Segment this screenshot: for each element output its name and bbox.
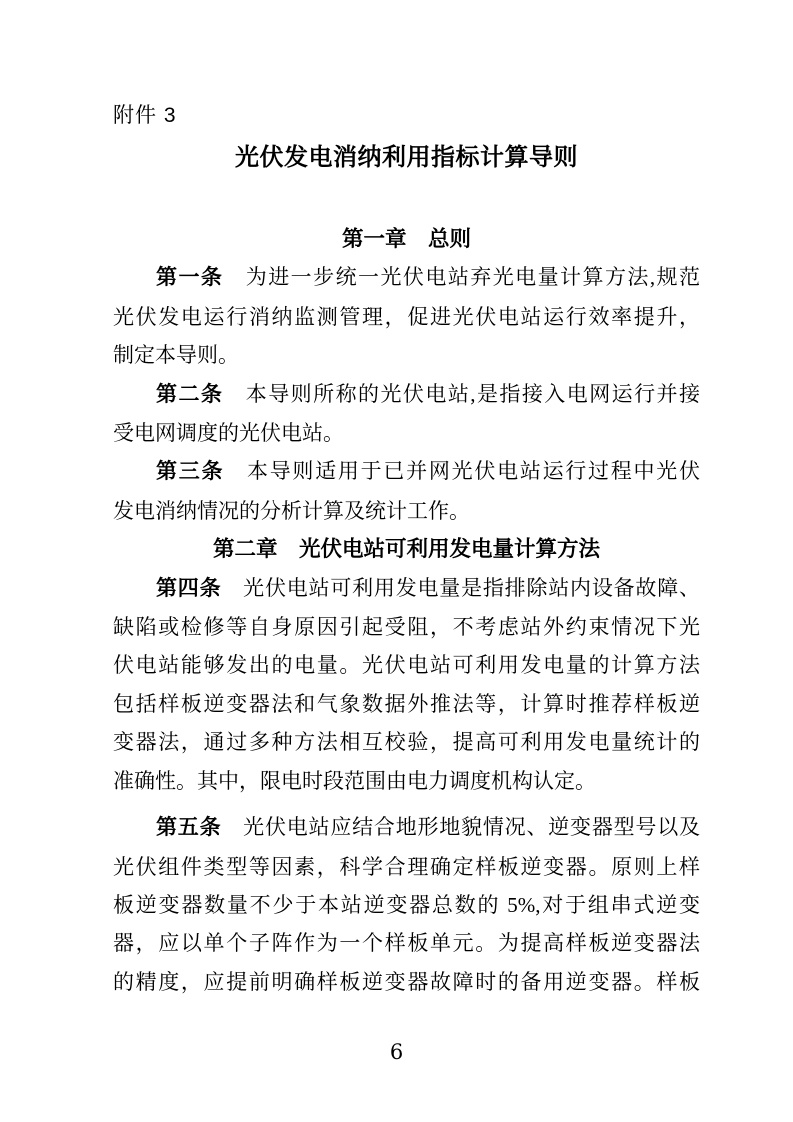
body-line: 的精度，应提前明确样板逆变器故障时的备用逆变器。样板 — [113, 969, 700, 994]
body-line: 变器法，通过多种方法相互校验，提高可利用发电量统计的 — [113, 730, 700, 755]
body-line: 包括样板逆变器法和气象数据外推法等，计算时推荐样板逆 — [113, 691, 700, 716]
body-line: 伏电站能够发出的电量。光伏电站可利用发电量的计算方法 — [113, 653, 700, 678]
chapter-heading: 第一章 总则 — [341, 227, 471, 251]
body-line: 光伏组件类型等因素，科学合理确定样板逆变器。原则上样 — [113, 854, 700, 879]
paragraph — [113, 569, 700, 800]
paragraph — [113, 258, 700, 374]
body-line: 板逆变器数量不少于本站逆变器总数的 5%,对于组串式逆变 — [113, 892, 700, 917]
paragraph — [113, 375, 700, 453]
body-line: 光伏发电运行消纳监测管理，促进光伏电站运行效率提升， — [113, 304, 700, 329]
body-line: 第二条 本导则所称的光伏电站,是指接入电网运行并接 — [156, 381, 700, 406]
chapter-heading: 第二章 光伏电站可利用发电量计算方法 — [212, 537, 600, 562]
body-line: 第四条 光伏电站可利用发电量是指排除站内设备故障、 — [156, 575, 700, 600]
paragraph — [113, 808, 700, 1001]
body-line: 发电消纳情况的分析计算及统计工作。 — [113, 498, 470, 523]
article-number: 第三条 — [156, 460, 225, 484]
article-number: 第五条 — [156, 816, 222, 840]
page-number: 6 — [389, 1040, 404, 1064]
article-number: 第二条 — [156, 382, 224, 406]
body-line: 缺陷或检修等自身原因引起受阻，不考虑站外约束情况下光 — [113, 615, 700, 640]
body-line: 制定本导则。 — [113, 343, 239, 368]
article-number: 第一条 — [156, 266, 224, 290]
body-line: 器，应以单个子阵作为一个样板单元。为提高样板逆变器法 — [113, 931, 700, 956]
article-number: 第四条 — [156, 576, 222, 600]
attachment-label: 附件 3 — [113, 104, 177, 127]
body-line: 第三条 本导则适用于已并网光伏电站运行过程中光伏 — [156, 459, 700, 484]
body-line: 准确性。其中，限电时段范围由电力调度机构认定。 — [113, 768, 596, 793]
paragraph — [113, 452, 700, 530]
body-line: 第一条 为进一步统一光伏电站弃光电量计算方法,规范 — [156, 265, 700, 290]
body-line: 受电网调度的光伏电站。 — [113, 421, 344, 446]
document-body — [113, 220, 700, 1001]
document-title: 光伏发电消纳利用指标计算导则 — [235, 145, 578, 171]
body-line: 第五条 光伏电站应结合地形地貌情况、逆变器型号以及 — [156, 815, 700, 840]
